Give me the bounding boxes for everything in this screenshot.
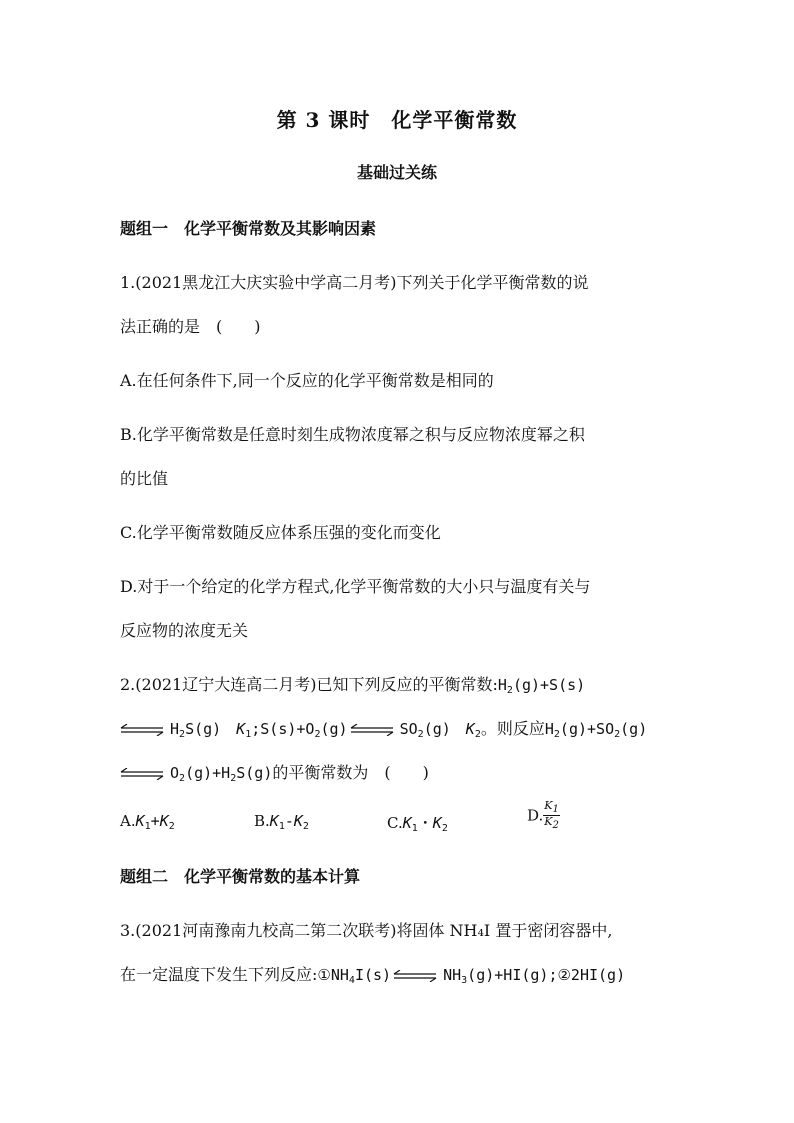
equilibrium-arrow-icon bbox=[120, 768, 164, 780]
q1-option-d-line1: D.对于一个给定的化学方程式,化学平衡常数的大小只与温度有关与 bbox=[120, 577, 591, 596]
q2-option-a: $A.K_1+K_2$ bbox=[120, 812, 175, 832]
q1-option-a: A.在任何条件下,同一个反应的化学平衡常数是相同的 bbox=[120, 371, 494, 390]
q2-option-b: $B.K_1-K_2$ bbox=[254, 812, 309, 832]
q2-reaction2-products: $SO_2(g)$ $K_2$ bbox=[399, 720, 481, 740]
q1-stem-line1: 1.(2021黑龙江大庆实验中学高二月考)下列关于化学平衡常数的说 bbox=[120, 273, 589, 292]
q3-reaction1-products: $NH_3(g)+HI(g);②2HI(g)$ bbox=[443, 966, 626, 986]
equilibrium-arrow-icon bbox=[120, 724, 164, 736]
q1-option-b-line1: B.化学平衡常数是任意时刻生成物浓度幂之积与反应物浓度幂之积 bbox=[120, 425, 585, 444]
q1-option-b-line2: 的比值 bbox=[120, 469, 169, 488]
equilibrium-arrow-icon bbox=[350, 724, 394, 736]
q2-target-products: $O_2(g)+H_2S(g)$ bbox=[170, 764, 273, 784]
q2-option-b-expr: $K_1-K_2$ bbox=[269, 812, 309, 832]
q2-option-c-expr: $K_1$・$K_2$ bbox=[402, 814, 448, 834]
q2-option-d-fraction: $\frac{K_1}{K_2}$ bbox=[544, 799, 559, 831]
q3-stem-line1: 3.(2021河南豫南九校高二第二次联考)将固体 NH₄I 置于密闭容器中, bbox=[120, 921, 613, 940]
q1-stem-line2: 法正确的是 ( ) bbox=[120, 317, 261, 336]
q3-reaction1: $①NH_4I(s)$ bbox=[317, 966, 392, 986]
group-heading-1: 题组一 化学平衡常数及其影响因素 bbox=[120, 219, 377, 238]
q2-option-a-expr: $K_1+K_2$ bbox=[135, 812, 175, 832]
q3-stem-prefix: 在一定温度下发生下列反应: bbox=[120, 965, 318, 984]
q1-option-c: C.化学平衡常数随反应体系压强的变化而变化 bbox=[120, 523, 441, 542]
page-title: 第 3 课时 化学平衡常数 bbox=[276, 108, 518, 132]
q3-stem-line2 bbox=[120, 962, 625, 986]
q2-option-c: $C.K_1$・$K_2$ bbox=[387, 814, 448, 834]
q2-target-reactants: $H_2(g)+SO_2(g)$ bbox=[544, 720, 648, 740]
q2-stem-line3 bbox=[120, 760, 429, 784]
q2-stem-prefix: 2.(2021辽宁大连高二月考)已知下列反应的平衡常数: bbox=[120, 675, 498, 694]
q2-stem-line1 bbox=[120, 672, 585, 696]
q2-reaction1-reactants: $H_2(g)+S(s)$ bbox=[497, 676, 586, 696]
equilibrium-arrow-icon bbox=[393, 970, 437, 982]
q2-reaction1-products: $H_2S(g)$ $K_1;S(s)+O_2(g)$ bbox=[170, 720, 348, 740]
q1-option-d-line2: 反应物的浓度无关 bbox=[120, 621, 249, 640]
group-heading-2: 题组二 化学平衡常数的基本计算 bbox=[120, 867, 361, 886]
q2-option-d: D. $\frac{K_1}{K_2}$ bbox=[527, 799, 559, 831]
q2-stem-line2 bbox=[120, 716, 647, 740]
section-subtitle: 基础过关练 bbox=[356, 163, 437, 182]
q2-stem-ending: 的平衡常数为 ( ) bbox=[272, 763, 429, 782]
q2-target-intro: 。则反应 bbox=[480, 719, 545, 738]
